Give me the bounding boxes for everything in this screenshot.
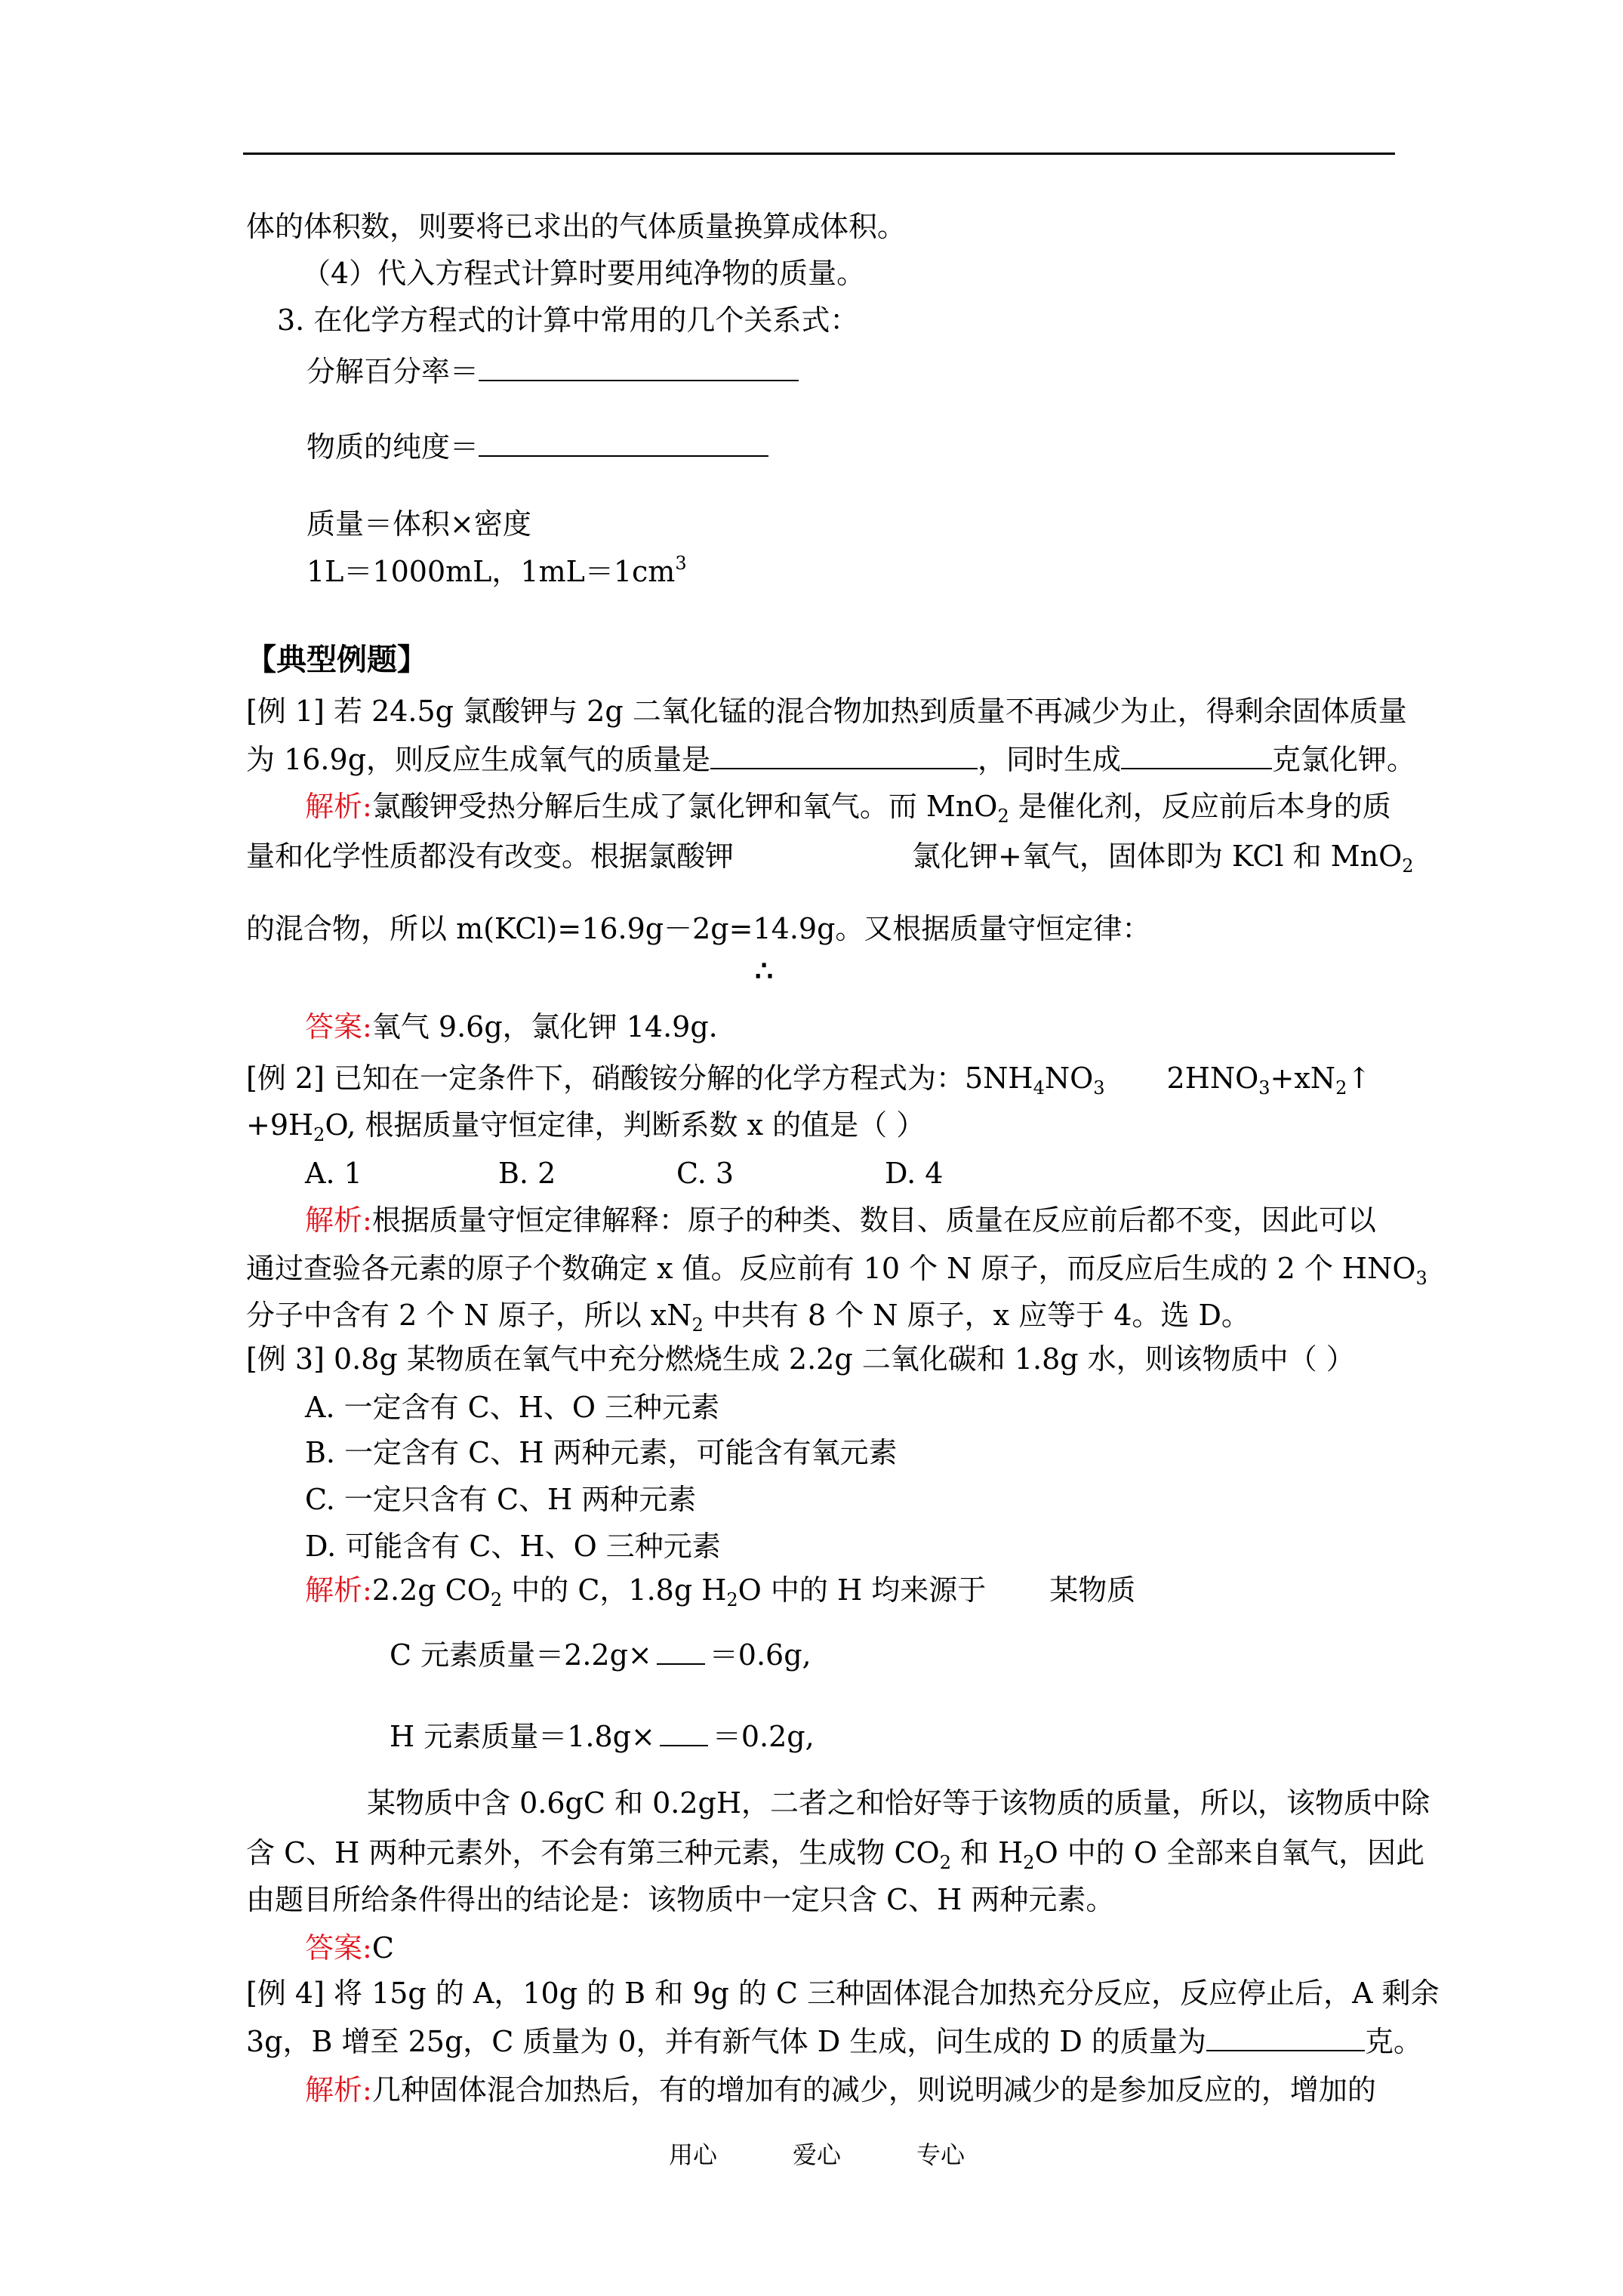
answer-text: 氧气 9.6g，氯化钾 14.9g. — [371, 1010, 718, 1043]
example3-answer — [305, 1930, 394, 1966]
footer-text-1: 用心 — [669, 2140, 718, 2169]
subscript: 3 — [1258, 1077, 1270, 1099]
example2-text: +xN — [1270, 1062, 1336, 1095]
analysis-text: 几种固体混合加热后，有的增加有的减少，则说明减少的是参加反应的，增加的 — [371, 2073, 1376, 2106]
analysis-label: 解析: — [305, 1573, 372, 1607]
purity-formula — [306, 429, 768, 465]
formula-text: ＝0.2g, — [712, 1720, 815, 1753]
example2-line2 — [246, 1107, 925, 1143]
analysis-text: 通过查验各元素的原子个数确定 x 值。反应前有 10 个 N 原子，而反应后生成的 2 个 HNO — [246, 1252, 1416, 1285]
example2-analysis-line2 — [246, 1250, 1427, 1287]
example2-text: [例 2] 已知在一定条件下，硝酸铵分解的化学方程式为：5NH — [246, 1062, 1033, 1095]
example2-option-c: C. 3 — [676, 1157, 735, 1190]
mass-formula: 质量＝体积×密度 — [306, 507, 531, 541]
decomposition-rate-label: 分解百分率＝ — [306, 355, 479, 388]
analysis-text: O 中的 H 均来源于 — [738, 1573, 987, 1607]
example3-paragraph-line1: 某物质中含 0.6gC 和 0.2gH，二者之和恰好等于该物质的质量，所以，该物质中除 — [367, 1786, 1430, 1820]
therefore-symbol: ∴ — [755, 954, 774, 988]
example2-line1 — [246, 1060, 1372, 1099]
subscript: 2 — [997, 806, 1009, 827]
example1-text3: 克氯化钾。 — [1272, 743, 1416, 776]
example3-option-c: C. 一定只含有 C、H 两种元素 — [305, 1483, 697, 1516]
kcl-mass-blank — [1121, 742, 1272, 769]
analysis-text: 根据质量守恒定律解释：原子的种类、数目、质量在反应前后都不变，因此可以 — [371, 1203, 1376, 1237]
s1-line1: 体的体积数，则要将已求出的气体质量换算成体积。 — [246, 210, 907, 243]
example3-paragraph-line2 — [246, 1835, 1424, 1871]
oxygen-mass-blank — [710, 742, 978, 769]
subscript: 3 — [1415, 1268, 1427, 1289]
s1-line3: 3. 在化学方程式的计算中常用的几个关系式： — [277, 304, 859, 337]
fraction-bar — [657, 1647, 705, 1665]
subscript: 2 — [726, 1589, 738, 1610]
analysis-text: 中的 C，1.8g H — [502, 1573, 727, 1607]
example3-option-a: A. 一定含有 C、H、O 三种元素 — [305, 1391, 720, 1424]
purity-blank — [479, 430, 768, 457]
example3-paragraph-line3: 由题目所给条件得出的结论是：该物质中一定只含 C、H 两种元素。 — [246, 1883, 1115, 1916]
paragraph-text: 含 C、H 两种元素外，不会有第三种元素，生成物 CO — [246, 1836, 940, 1869]
answer-text: C — [371, 1931, 394, 1965]
example1-text2: ，同时生成 — [978, 743, 1122, 776]
example4-line2 — [246, 2023, 1422, 2060]
example3-line1: [例 3] 0.8g 某物质在氧气中充分燃烧生成 2.2g 二氧化碳和 1.8g 水，则该物质中（ ） — [246, 1342, 1355, 1376]
decomposition-rate-formula — [306, 353, 799, 390]
analysis-label: 解析: — [305, 1203, 372, 1237]
example3-option-b: B. 一定含有 C、H 两种元素，可能含有氧元素 — [305, 1436, 898, 1469]
up-arrow-icon: ↑ — [1347, 1062, 1372, 1095]
example1-line1: [例 1] 若 24.5g 氯酸钾与 2g 二氧化锰的混合物加热到质量不再减少为止，得剩余固体质量 — [246, 695, 1407, 728]
example2-text: O, 根据质量守恒定律，判断系数 x 的值是（ ） — [325, 1108, 925, 1142]
unit-superscript: 3 — [675, 553, 687, 574]
example2-text: NO — [1044, 1062, 1094, 1095]
answer-label: 答案: — [305, 1931, 372, 1965]
formula-text: H 元素质量＝1.8g× — [390, 1720, 655, 1753]
example2-option-a: A. 1 — [305, 1157, 362, 1190]
unit-conversion — [306, 553, 687, 590]
purity-label: 物质的纯度＝ — [306, 430, 479, 464]
analysis-text: 2.2g CO — [371, 1573, 491, 1607]
example2-analysis-line3 — [246, 1297, 1250, 1336]
subscript: 2 — [1335, 1077, 1347, 1099]
subscript: 2 — [1402, 855, 1414, 877]
header-rule — [243, 153, 1395, 155]
example3-option-d: D. 可能含有 C、H、O 三种元素 — [305, 1530, 721, 1563]
subscript: 3 — [1093, 1077, 1105, 1099]
example2-text: +9H — [246, 1108, 314, 1142]
analysis-text: 量和化学性质都没有改变。根据氯酸钾 — [246, 840, 735, 873]
unit-conversion-text: 1L＝1000mL，1mL＝1cm — [306, 555, 676, 588]
subscript: 4 — [1033, 1077, 1045, 1099]
example1-analysis-line3: 的混合物，所以 m(KCl)=16.9g－2g=14.9g。又根据质量守恒定律： — [246, 912, 1151, 945]
section-heading: 【典型例题】 — [246, 642, 427, 677]
subscript: 2 — [490, 1589, 503, 1610]
example2-option-d: D. 4 — [885, 1157, 944, 1190]
d-mass-blank — [1206, 2024, 1365, 2051]
hydrogen-mass-formula — [390, 1718, 815, 1755]
example4-text: 克。 — [1364, 2025, 1422, 2058]
analysis-text: 氯化钾+氧气，固体即为 KCl 和 MnO — [912, 840, 1403, 873]
subscript: 2 — [691, 1314, 704, 1336]
analysis-text: 分子中含有 2 个 N 原子，所以 xN — [246, 1299, 692, 1332]
example2-text: 2HNO — [1166, 1062, 1259, 1095]
subscript: 2 — [939, 1852, 951, 1873]
example2-analysis-line1 — [305, 1202, 1376, 1238]
decomposition-rate-blank — [479, 354, 799, 381]
analysis-text: 是催化剂，反应前后本身的质 — [1009, 790, 1391, 823]
example3-analysis-line1 — [305, 1572, 1135, 1608]
example4-line1: [例 4] 将 15g 的 A，10g 的 B 和 9g 的 C 三种固体混合加热充分反应，反应停止后，A 剩余 — [246, 1977, 1440, 2010]
subscript: 2 — [313, 1124, 325, 1145]
fraction-bar — [660, 1728, 708, 1746]
formula-text: C 元素质量＝2.2g× — [390, 1638, 652, 1672]
example1-analysis-line2 — [246, 838, 1414, 877]
example1-line2 — [246, 741, 1415, 778]
example1-analysis-line1 — [305, 788, 1391, 827]
example1-text: 为 16.9g，则反应生成氧气的质量是 — [246, 743, 711, 776]
s1-line2: （4）代入方程式计算时要用纯净物的质量。 — [302, 257, 866, 290]
subscript: 2 — [1023, 1852, 1035, 1873]
answer-label: 答案: — [305, 1010, 372, 1043]
analysis-text: 氯酸钾受热分解后生成了氯化钾和氧气。而 MnO — [371, 790, 998, 823]
carbon-mass-formula — [390, 1637, 812, 1673]
paragraph-text: O 中的 O 全部来自氧气，因此 — [1034, 1836, 1425, 1869]
example1-answer — [305, 1009, 718, 1045]
analysis-text: 某物质 — [1049, 1573, 1136, 1607]
analysis-label: 解析: — [305, 2073, 372, 2106]
paragraph-text: 和 H — [950, 1836, 1024, 1869]
analysis-text: 中共有 8 个 N 原子，x 应等于 4。选 D。 — [703, 1299, 1250, 1332]
footer-text-2: 爱心 — [793, 2140, 842, 2169]
example2-option-b: B. 2 — [498, 1157, 556, 1190]
formula-text: ＝0.6g, — [709, 1638, 812, 1672]
example4-text: 3g，B 增至 25g，C 质量为 0，并有新气体 D 生成，问生成的 D 的质量为 — [246, 2025, 1206, 2058]
example4-analysis-line1 — [305, 2072, 1376, 2108]
footer-text-3: 专心 — [916, 2140, 965, 2169]
analysis-label: 解析: — [305, 790, 372, 823]
